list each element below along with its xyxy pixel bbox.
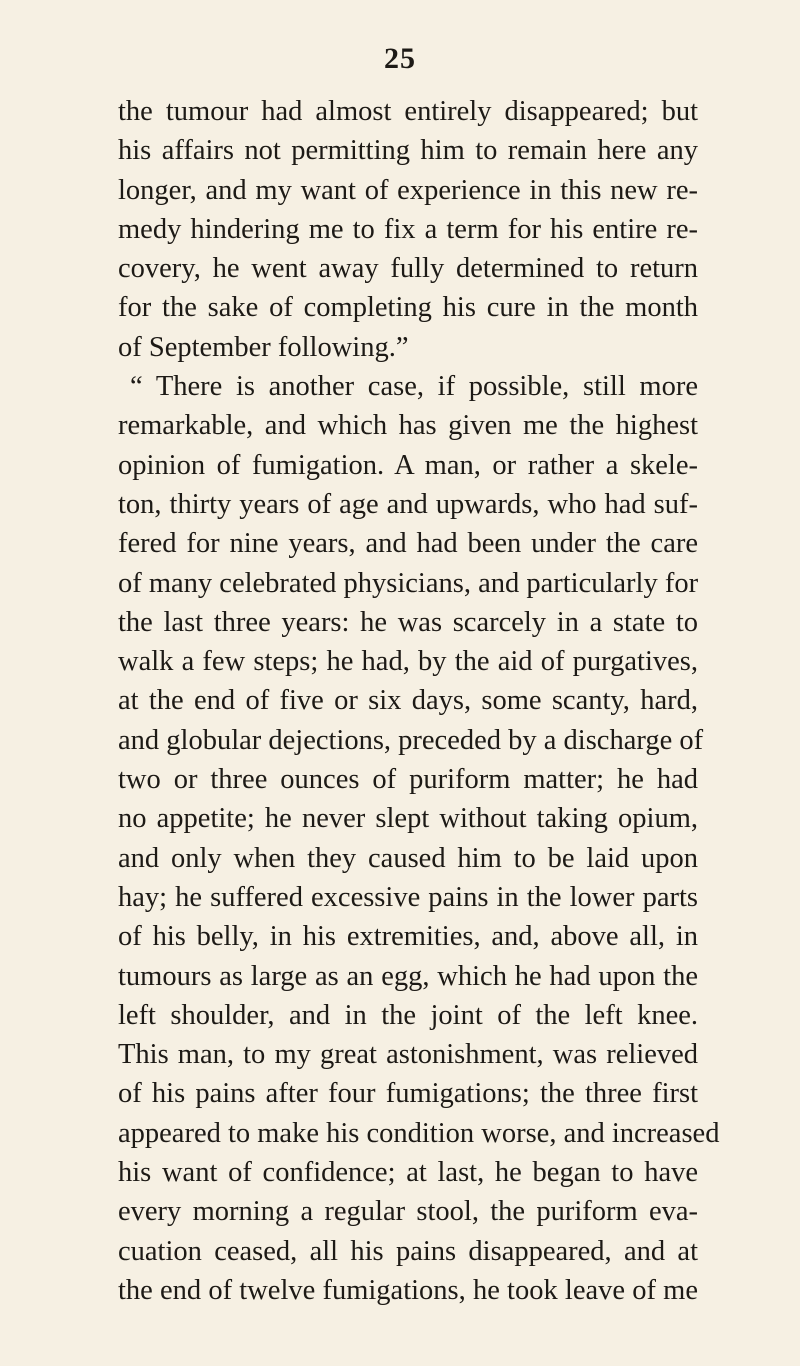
text-line: for the sake of completing his cure in the month [118,292,698,324]
text-line: covery, he went away fully determined to return [118,253,698,285]
text-line: of his pains after four fumigations; the three first [118,1078,698,1110]
text-line: two or three ounces of puriform matter; he had [118,764,698,796]
text-line: his want of confidence; at last, he began to have [118,1157,698,1189]
text-line: appeared to make his condition worse, and increased [118,1117,720,1149]
text-line: hay; he suffered excessive pains in the lower parts [118,881,698,913]
text-line: medy hindering me to fix a term for his entire re- [118,213,698,245]
text-line: tumours as large as an egg, which he had upon the [118,960,698,992]
text-line: his affairs not permitting him to remain here any [118,135,698,167]
text-line: every morning a regular stool, the puriform eva- [118,1196,698,1228]
text-line: longer, and my want of experience in this new re- [118,174,698,206]
text-line: and only when they caused him to be laid upon [118,842,698,874]
text-line: left shoulder, and in the joint of the left knee. [118,999,698,1031]
text-line: of many celebrated physicians, and particularly for [118,567,699,599]
text-line: of his belly, in his extremities, and, above all, in [118,921,698,953]
text-line: “ There is another case, if possible, still more [130,371,698,403]
text-line: ton, thirty years of age and upwards, who had suf- [118,488,698,520]
page-number: 25 [384,42,416,75]
text-line: the last three years: he was scarcely in a state to [118,606,698,638]
text-line: remarkable, and which has given me the highest [118,410,698,442]
text-line: This man, to my great astonishment, was relieved [118,1039,698,1071]
text-line: the tumour had almost entirely disappeared; but [118,96,698,127]
text-line: walk a few steps; he had, by the aid of purgatives, [118,646,698,678]
text-line: fered for nine years, and had been under the care [118,528,698,560]
text-line: no appetite; he never slept without taking opium, [118,803,698,835]
body-text [118,92,720,1310]
text-line: and globular dejections, preceded by a discharge of [118,724,704,756]
text-line: of September following.” [118,331,409,363]
text-line: opinion of fumigation. A man, or rather a skele- [118,449,698,481]
text-line: at the end of five or six days, some scanty, hard, [118,685,698,717]
text-line: the end of twelve fumigations, he took leave of me [118,1274,698,1306]
text-line: cuation ceased, all his pains disappeared, and at [118,1235,698,1267]
